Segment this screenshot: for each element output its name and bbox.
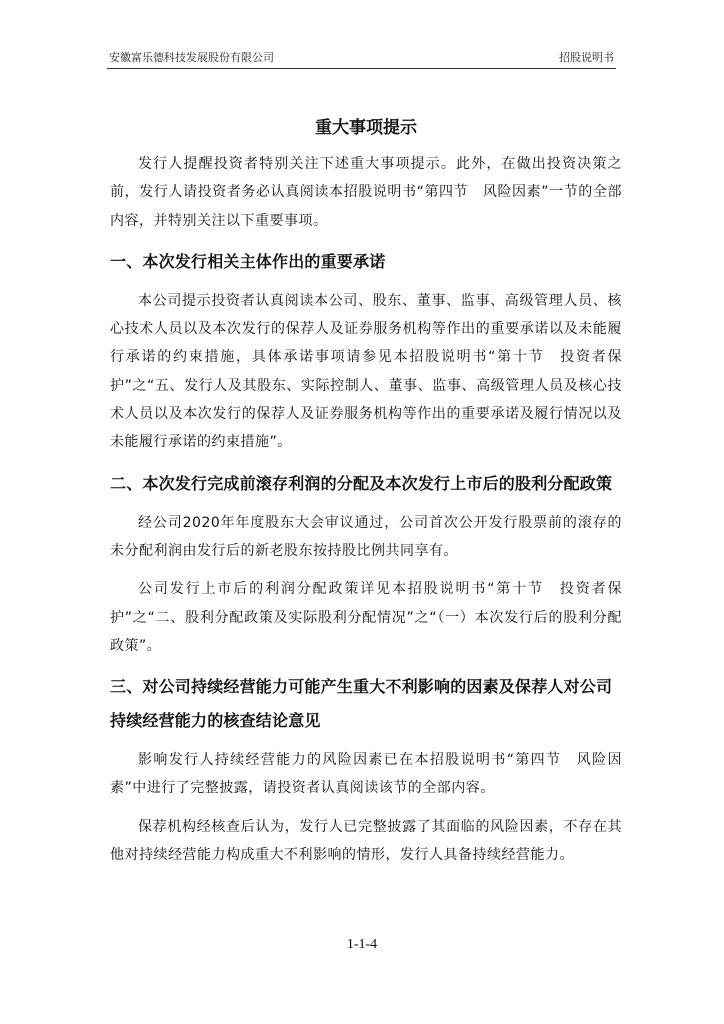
section-3-heading: 三、对公司持续经营能力可能产生重大不利影响的因素及保荐人对公司持续经营能力的核查结论意见 xyxy=(110,677,613,731)
page-title: 重大事项提示 xyxy=(315,118,417,138)
header-company-name: 安徽富乐德科技发展股份有限公司 xyxy=(109,51,274,64)
section-1-heading: 一、本次发行相关主体作出的重要承诺 xyxy=(110,251,386,271)
section-3-paragraph-1: 影响发行人持续经营能力的风险因素已在本招股说明书“第四节 风险因素”中进行了完整披露，请投资者认真阅读该节的全部内容。 xyxy=(110,752,622,797)
intro-paragraph: 发行人提醒投资者特别关注下述重大事项提示。此外，在做出投资决策之前，发行人请投资者务必认真阅读本招股说明书“第四节 风险因素”一节的全部内容，并特别关注以下重要事项。 xyxy=(110,156,622,229)
section-1-paragraph-1: 本公司提示投资者认真阅读本公司、股东、董事、监事、高级管理人员、核心技术人员以及本次发行的保荐人及证券服务机构等作出的重要承诺以及未能履行承诺的约束措施，具体承诺事项请参见本招股说明书“第十节 投资者保护”之“五、发行人及其股东、实际控制人、董事、监事、高级管理人员及核心技术人员以及本次发行的保荐人及证券服务机构等作出的重要承诺及履行情况以及未能履行承诺的约束措施”。 xyxy=(110,292,622,451)
page-number: 1-1-4 xyxy=(346,937,378,952)
section-2-paragraph-1: 经公司2020年年度股东大会审议通过，公司首次公开发行股票前的滚存的未分配利润由发行后的新老股东按持股比例共同享有。 xyxy=(110,514,622,559)
header-document-type: 招股说明书 xyxy=(559,51,614,64)
page-body xyxy=(110,114,622,869)
page-header xyxy=(107,50,616,69)
section-3-paragraph-2: 保荐机构经核查后认为，发行人已完整披露了其面临的风险因素，不存在其他对持续经营能力构成重大不利影响的情形，发行人具备持续经营能力。 xyxy=(110,818,622,864)
section-2-heading: 二、本次发行完成前滚存利润的分配及本次发行上市后的股利分配政策 xyxy=(110,473,613,493)
section-2-paragraph-2: 公司发行上市后的利润分配政策详见本招股说明书“第十节 投资者保护”之“二、股利分配政策及实际股利分配情况”之“（一）本次发行后的股利分配政策”。 xyxy=(110,581,622,654)
